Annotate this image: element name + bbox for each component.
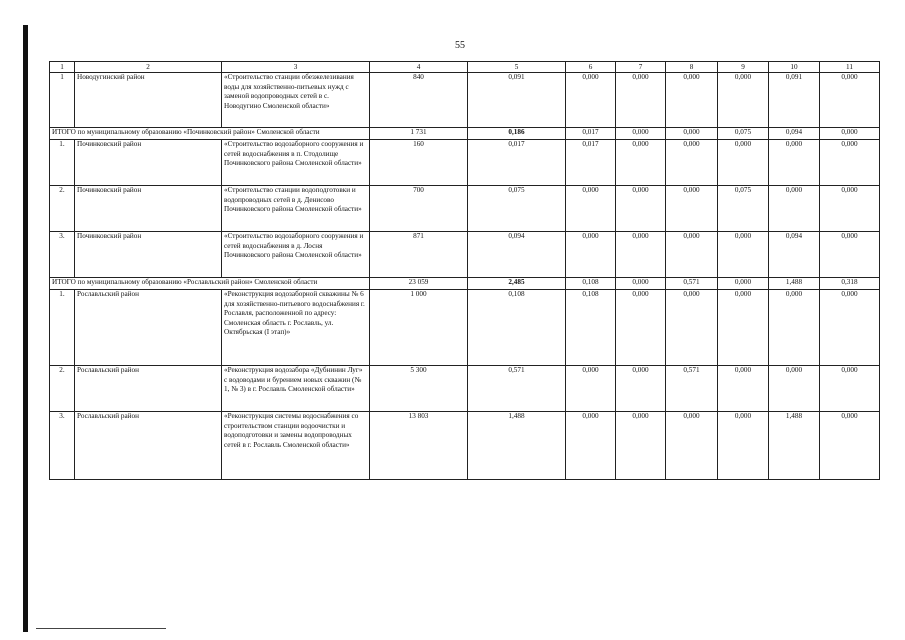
header-cell: 9	[718, 62, 769, 73]
value-cell: 0,000	[718, 140, 769, 186]
value-cell: 0,000	[718, 366, 769, 412]
table-row	[50, 186, 880, 232]
row-number: 3.	[50, 232, 75, 278]
header-cell: 1	[50, 62, 75, 73]
value-cell: 840	[370, 73, 468, 128]
table-row	[50, 73, 880, 128]
value-cell: 0,186	[468, 128, 566, 140]
value-cell: 0,000	[666, 73, 718, 128]
value-cell: 0,000	[616, 290, 666, 366]
value-cell: 0,000	[718, 232, 769, 278]
header-cell: 3	[222, 62, 370, 73]
header-cell: 6	[566, 62, 616, 73]
value-cell: 0,000	[566, 232, 616, 278]
value-cell: 0,000	[566, 366, 616, 412]
value-cell: 0,000	[820, 290, 880, 366]
project-cell: «Строительство водозаборного сооружения и сетей водоснабжения в п. Стодолище Починковского района Смоленской области»	[222, 140, 370, 186]
value-cell: 0,000	[616, 278, 666, 290]
district-cell: Рославльский район	[75, 290, 222, 366]
value-cell: 0,000	[566, 73, 616, 128]
total-row	[50, 128, 880, 140]
value-cell: 871	[370, 232, 468, 278]
row-number: 1	[50, 73, 75, 128]
table-row	[50, 366, 880, 412]
value-cell: 700	[370, 186, 468, 232]
value-cell: 0,000	[616, 73, 666, 128]
value-cell: 0,094	[769, 128, 820, 140]
footnote-line	[36, 628, 166, 629]
header-row	[50, 62, 880, 73]
value-cell: 0,000	[820, 140, 880, 186]
value-cell: 0,075	[718, 128, 769, 140]
value-cell: 0,000	[616, 366, 666, 412]
header-cell: 8	[666, 62, 718, 73]
district-cell: Рославльский район	[75, 412, 222, 480]
value-cell: 0,000	[718, 73, 769, 128]
value-cell: 0,000	[718, 412, 769, 480]
value-cell: 1,488	[769, 412, 820, 480]
value-cell: 0,000	[820, 73, 880, 128]
district-cell: Починковский район	[75, 186, 222, 232]
value-cell: 13 803	[370, 412, 468, 480]
project-cell: «Реконструкция водозаборной скважины № 6 для хозяйственно-питьевого водоснабжения г. Рославля, расположенной по адресу: Смоленская область г. Рославль, ул. Октябрьская (I этап)»	[222, 290, 370, 366]
project-cell: «Реконструкция системы водоснабжения со строительством станции водоочистки и водоподготовки и замены водопроводных сетей в г. Рославль Смоленской области»	[222, 412, 370, 480]
table-row	[50, 412, 880, 480]
value-cell: 0,094	[468, 232, 566, 278]
value-cell: 0,000	[666, 140, 718, 186]
value-cell: 0,000	[566, 186, 616, 232]
value-cell: 0,000	[820, 232, 880, 278]
row-number: 1.	[50, 290, 75, 366]
project-cell: «Строительство станции водоподготовки и водопроводных сетей в д. Денисово Починковского района Смоленской области»	[222, 186, 370, 232]
district-cell: Рославльский район	[75, 366, 222, 412]
value-cell: 0,000	[616, 128, 666, 140]
value-cell: 0,000	[616, 140, 666, 186]
value-cell: 0,000	[666, 412, 718, 480]
value-cell: 0,075	[718, 186, 769, 232]
data-table	[49, 61, 880, 480]
value-cell: 1 731	[370, 128, 468, 140]
value-cell: 0,000	[666, 186, 718, 232]
left-margin-bar	[23, 25, 28, 632]
project-cell: «Строительство водозаборного сооружения и сетей водоснабжения в д. Лосня Починковского района Смоленской области»	[222, 232, 370, 278]
header-cell: 2	[75, 62, 222, 73]
header-cell: 7	[616, 62, 666, 73]
row-number: 2.	[50, 366, 75, 412]
value-cell: 0,108	[566, 290, 616, 366]
value-cell: 0,075	[468, 186, 566, 232]
header-cell: 11	[820, 62, 880, 73]
header-cell: 10	[769, 62, 820, 73]
district-cell: Новодугинский район	[75, 73, 222, 128]
page-number: 55	[455, 40, 465, 51]
value-cell: 1,488	[468, 412, 566, 480]
value-cell: 1,488	[769, 278, 820, 290]
value-cell: 0,017	[566, 140, 616, 186]
value-cell: 0,017	[566, 128, 616, 140]
value-cell: 0,000	[566, 412, 616, 480]
value-cell: 0,000	[718, 290, 769, 366]
value-cell: 0,000	[820, 412, 880, 480]
value-cell: 0,000	[820, 186, 880, 232]
total-label: ИТОГО по муниципальному образованию «Починковский район» Смоленской области	[50, 128, 370, 140]
table-row	[50, 140, 880, 186]
row-number: 3.	[50, 412, 75, 480]
value-cell: 0,000	[769, 366, 820, 412]
district-cell: Починковский район	[75, 140, 222, 186]
district-cell: Починковский район	[75, 232, 222, 278]
project-cell: «Строительство станции обезжелезивания воды для хозяйственно-питьевых нужд с заменой водопроводных сетей в с. Новодугино Смоленской области»	[222, 73, 370, 128]
value-cell: 0,318	[820, 278, 880, 290]
value-cell: 160	[370, 140, 468, 186]
table-row	[50, 290, 880, 366]
table-row	[50, 232, 880, 278]
value-cell: 0,571	[666, 278, 718, 290]
value-cell: 0,091	[468, 73, 566, 128]
value-cell: 0,108	[468, 290, 566, 366]
value-cell: 0,000	[616, 412, 666, 480]
project-cell: «Реконструкция водозабора «Дубнинин Луг» с водоводами и бурением новых скважин (№ 1, № 3) в г. Рославль Смоленской области»	[222, 366, 370, 412]
value-cell: 0,000	[769, 290, 820, 366]
header-cell: 5	[468, 62, 566, 73]
header-cell: 4	[370, 62, 468, 73]
row-number: 1.	[50, 140, 75, 186]
total-label: ИТОГО по муниципальному образованию «Рославльский район» Смоленской области	[50, 278, 370, 290]
value-cell: 0,000	[616, 232, 666, 278]
value-cell: 0,000	[666, 290, 718, 366]
value-cell: 23 059	[370, 278, 468, 290]
value-cell: 0,000	[769, 140, 820, 186]
value-cell: 0,571	[468, 366, 566, 412]
value-cell: 0,108	[566, 278, 616, 290]
value-cell: 1 000	[370, 290, 468, 366]
value-cell: 0,094	[769, 232, 820, 278]
value-cell: 2,485	[468, 278, 566, 290]
value-cell: 0,000	[820, 128, 880, 140]
value-cell: 0,000	[616, 186, 666, 232]
value-cell: 0,000	[666, 128, 718, 140]
value-cell: 0,091	[769, 73, 820, 128]
value-cell: 5 300	[370, 366, 468, 412]
total-row	[50, 278, 880, 290]
value-cell: 0,017	[468, 140, 566, 186]
value-cell: 0,571	[666, 366, 718, 412]
row-number: 2.	[50, 186, 75, 232]
value-cell: 0,000	[666, 232, 718, 278]
value-cell: 0,000	[820, 366, 880, 412]
value-cell: 0,000	[769, 186, 820, 232]
value-cell: 0,000	[718, 278, 769, 290]
